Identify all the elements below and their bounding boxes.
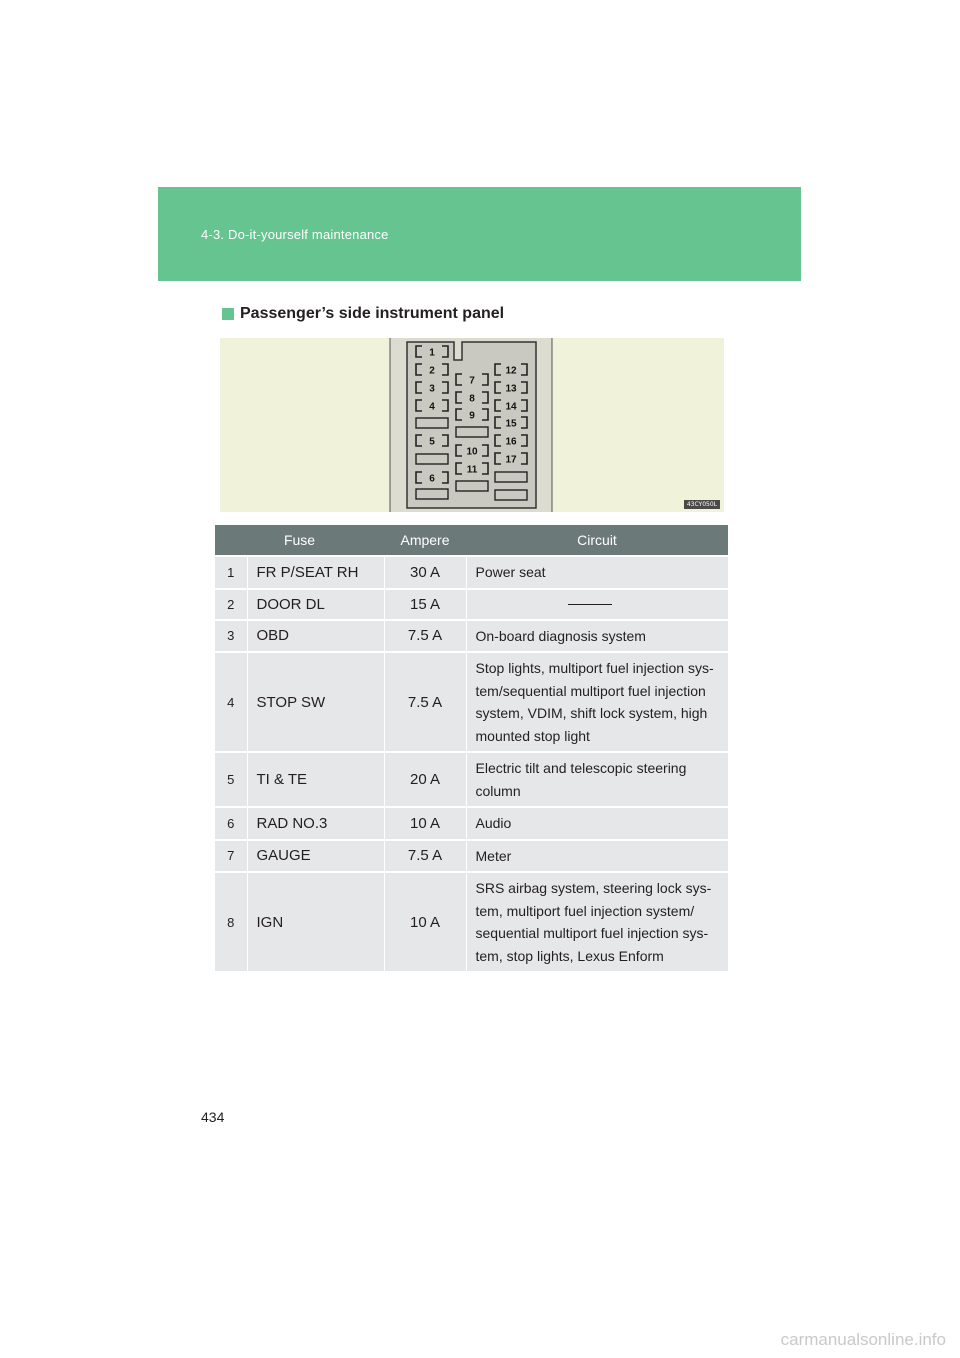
fuse-circuit: Stop lights, multiport fuel injection sys-tem/sequential multiport fuel injection system, VDIM, shift lock system, high mounted stop light: [466, 652, 728, 752]
fuse-slot-label: 4: [429, 401, 435, 413]
fuse-number: 2: [215, 589, 247, 620]
table-row: [215, 840, 728, 873]
table-row: [215, 652, 728, 752]
fuse-slot-label: 10: [466, 446, 478, 458]
fuse-slot-label: 15: [505, 418, 517, 430]
fuse-number: 8: [215, 872, 247, 971]
fuse-slot-label: 1: [429, 347, 435, 359]
fuse-ampere: 10 A: [384, 872, 466, 971]
fuse-box-illustration: [220, 338, 724, 512]
fuse-slot-label: 7: [469, 375, 475, 387]
table-row: [215, 620, 728, 653]
fuse-name: RAD NO.3: [247, 807, 384, 840]
watermark: carmanualsonline.info: [780, 1330, 946, 1349]
fuse-name: IGN: [247, 872, 384, 971]
column-header-fuse: Fuse: [215, 525, 384, 556]
fuse-ampere: 20 A: [384, 752, 466, 807]
fuse-number: 1: [215, 556, 247, 589]
fuse-ampere: 7.5 A: [384, 652, 466, 752]
fuse-name: STOP SW: [247, 652, 384, 752]
fuse-slot-label: 6: [429, 473, 435, 485]
column-header-circuit: Circuit: [466, 525, 728, 556]
fuse-ampere: 15 A: [384, 589, 466, 620]
fuse-circuit: SRS airbag system, steering lock sys-tem, multiport fuel injection system/ sequential multiport fuel injection sys-tem, stop lights, Lexus Enform: [466, 872, 728, 971]
fuse-slot-label: 14: [505, 401, 517, 413]
fuse-box-outline: [407, 342, 536, 508]
fuse-number: 3: [215, 620, 247, 653]
fuse-ampere: 30 A: [384, 556, 466, 589]
table-row: [215, 589, 728, 620]
table-row: [215, 872, 728, 971]
fuse-slot-label: 13: [505, 383, 517, 395]
fuse-circuit: Electric tilt and telescopic steering column: [466, 752, 728, 807]
fuse-ampere: 7.5 A: [384, 620, 466, 653]
fuse-number: 5: [215, 752, 247, 807]
subsection-heading-text: Passenger’s side instrument panel: [240, 305, 505, 322]
fuse-name: GAUGE: [247, 840, 384, 873]
page-number: 434: [201, 1109, 225, 1125]
image-code: 43CY050L: [684, 500, 720, 509]
fuse-box-diagram: [220, 338, 724, 512]
fuse-number: 6: [215, 807, 247, 840]
subsection-heading: [222, 305, 504, 323]
fuse-slot-label: 3: [429, 383, 435, 395]
table-row: [215, 752, 728, 807]
fuse-circuit: Audio: [466, 807, 728, 840]
fuse-slot-label: 8: [469, 393, 475, 405]
fuse-number: 7: [215, 840, 247, 873]
fuse-circuit: Power seat: [466, 556, 728, 589]
column-header-ampere: Ampere: [384, 525, 466, 556]
fuse-table: [215, 525, 728, 971]
fuse-slot-label: 16: [505, 436, 517, 448]
fuse-ampere: 7.5 A: [384, 840, 466, 873]
fuse-number: 4: [215, 652, 247, 752]
table-row: [215, 807, 728, 840]
fuse-slot-label: 5: [429, 436, 435, 448]
fuse-name: FR P/SEAT RH: [247, 556, 384, 589]
fuse-ampere: 10 A: [384, 807, 466, 840]
fuse-circuit: On-board diagnosis system: [466, 620, 728, 653]
table-header-row: [215, 525, 728, 556]
dash-line-icon: [568, 604, 612, 605]
section-title: 4-3. Do-it-yourself maintenance: [201, 227, 389, 242]
fuse-name: OBD: [247, 620, 384, 653]
fuse-slot-label: 17: [505, 454, 517, 466]
fuse-circuit-none: [466, 589, 728, 620]
fuse-circuit: Meter: [466, 840, 728, 873]
section-header-band: [158, 187, 801, 281]
fuse-slot-label: 12: [505, 365, 517, 377]
table-row: [215, 556, 728, 589]
fuse-name: DOOR DL: [247, 589, 384, 620]
fuse-slot-label: 11: [466, 464, 478, 476]
fuse-name: TI & TE: [247, 752, 384, 807]
square-bullet-icon: [222, 308, 234, 320]
fuse-slot-label: 2: [429, 365, 435, 377]
fuse-slot-label: 9: [469, 410, 475, 422]
